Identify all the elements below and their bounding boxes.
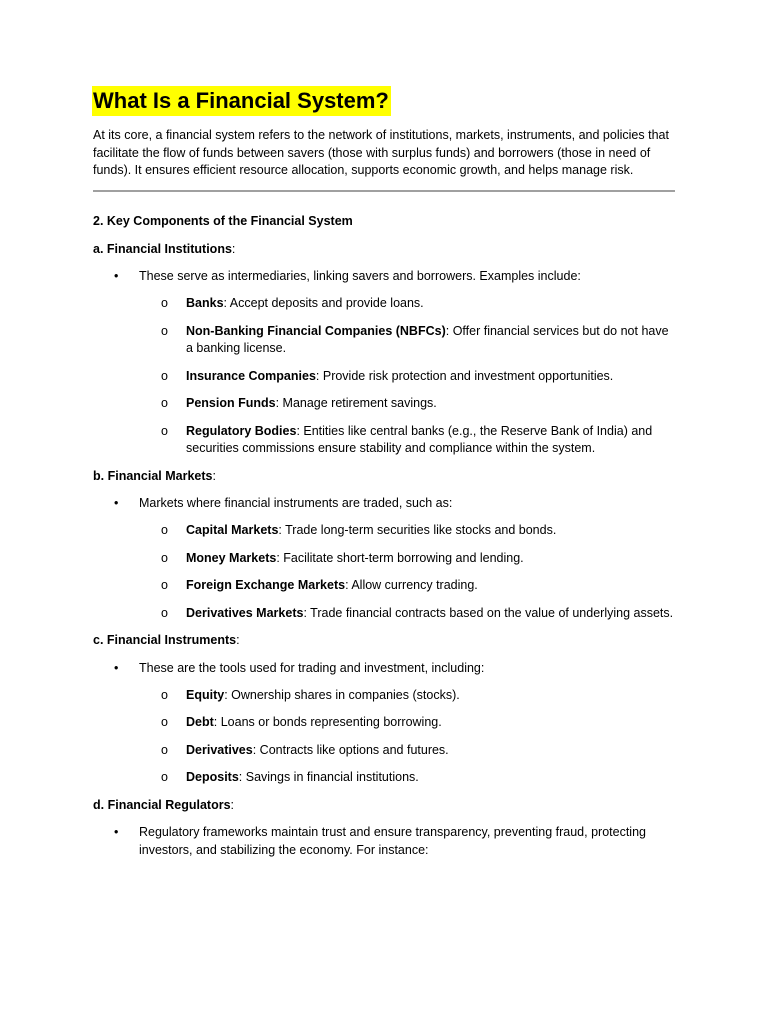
section-heading: 2. Key Components of the Financial System <box>93 214 353 229</box>
sub-list-item <box>93 423 676 458</box>
sub-list <box>93 522 676 622</box>
item-term: Regulatory Bodies <box>186 423 297 438</box>
group-heading <box>93 632 676 650</box>
bullet-marker: • <box>114 825 119 840</box>
item-description: : Provide risk protection and investment opportunities. <box>315 368 614 383</box>
sub-list <box>93 687 676 787</box>
bullet-marker: • <box>114 269 119 284</box>
group-heading-suffix: : <box>231 241 236 256</box>
item-term: Foreign Exchange Markets <box>186 578 346 593</box>
item-description: : Allow currency trading. <box>345 578 478 593</box>
horizontal-divider <box>93 190 675 192</box>
sub-list-item <box>93 577 676 595</box>
sub-marker: o <box>161 396 168 411</box>
item-term: Derivatives <box>186 742 253 757</box>
sub-list-item <box>93 687 676 705</box>
bullet-text: Regulatory frameworks maintain trust and ensure transparency, preventing fraud, protecting investors, and stabilizing the economy. For instance: <box>139 825 646 857</box>
sub-marker: o <box>161 368 168 383</box>
item-description: : Manage retirement savings. <box>275 396 437 411</box>
item-description: : Trade financial contracts based on the value of underlying assets. <box>303 605 674 620</box>
sub-marker: o <box>161 770 168 785</box>
sub-marker: o <box>161 742 168 757</box>
group-heading-suffix: : <box>212 468 216 483</box>
group-heading-label: b. Financial Markets <box>93 468 213 483</box>
sub-marker: o <box>161 423 168 438</box>
item-description: : Offer financial services but do not have a banking license. <box>186 323 669 356</box>
bullet-text: These serve as intermediaries, linking savers and borrowers. Examples include: <box>139 269 581 284</box>
sub-marker: o <box>161 605 168 620</box>
item-term: Insurance Companies <box>186 368 316 383</box>
intro-paragraph: At its core, a financial system refers to the network of institutions, markets, instruments, and policies that facilitate the flow of funds between savers (those with surplus funds) and borrowers (those in need of funds). It ensures efficient resource allocation, supports economic growth, and helps manage risk. <box>93 128 669 178</box>
bullet-marker: • <box>114 496 119 511</box>
sub-list-item <box>93 550 676 568</box>
component-group-regulators <box>93 797 676 860</box>
component-group-instruments <box>93 632 676 787</box>
bullet-item <box>93 268 676 286</box>
item-description: : Ownership shares in companies (stocks). <box>224 687 460 702</box>
sub-marker: o <box>161 578 168 593</box>
sub-marker: o <box>161 550 168 565</box>
item-description: : Entities like central banks (e.g., the Reserve Bank of India) and securities commissions ensure stability and compliance within the system. <box>186 423 653 456</box>
sub-list-item <box>93 714 676 732</box>
item-description: : Savings in financial institutions. <box>238 770 419 785</box>
bullet-marker: • <box>114 660 119 675</box>
item-term: Capital Markets <box>186 523 279 538</box>
component-group-markets <box>93 468 676 623</box>
sub-marker: o <box>161 687 168 702</box>
item-term: Derivatives Markets <box>186 605 304 620</box>
sub-marker: o <box>161 523 168 538</box>
item-term: Banks <box>186 296 224 310</box>
sub-list-item <box>93 295 676 313</box>
bullet-text: These are the tools used for trading and investment, including: <box>139 660 485 675</box>
item-description: : Trade long-term securities like stocks and bonds. <box>278 523 557 538</box>
item-term: Money Markets <box>186 550 277 565</box>
page-title: What Is a Financial System? <box>92 86 391 116</box>
group-heading <box>93 797 676 815</box>
sub-list <box>93 295 676 458</box>
item-term: Debt <box>186 715 214 730</box>
item-term: Non-Banking Financial Companies (NBFCs) <box>186 323 446 338</box>
component-group-institutions <box>93 241 676 459</box>
group-heading-label: d. Financial Regulators <box>93 797 231 812</box>
group-heading-label: a. Financial Institutions <box>93 241 232 256</box>
group-heading <box>93 468 676 486</box>
item-description: : Accept deposits and provide loans. <box>223 296 424 310</box>
sub-list-item <box>93 368 676 386</box>
bullet-item <box>93 660 676 678</box>
sub-marker: o <box>161 715 168 730</box>
item-term: Equity <box>186 687 225 702</box>
sub-list-item <box>93 605 676 623</box>
group-heading <box>93 241 676 259</box>
sub-list-item <box>93 769 676 787</box>
sub-list-item <box>93 395 676 413</box>
item-term: Pension Funds <box>186 396 276 411</box>
group-heading-suffix: : <box>230 797 235 812</box>
group-heading-label: c. Financial Instruments <box>93 633 237 648</box>
item-description: : Loans or bonds representing borrowing. <box>213 715 442 730</box>
sub-list-item <box>93 522 676 540</box>
item-description: : Contracts like options and futures. <box>252 742 449 757</box>
item-term: Deposits <box>186 770 239 785</box>
bullet-item <box>93 824 676 859</box>
item-description: : Facilitate short-term borrowing and lending. <box>276 550 524 565</box>
document-page <box>93 86 676 869</box>
sub-list-item <box>93 742 676 760</box>
group-heading-suffix: : <box>236 633 240 648</box>
sub-marker: o <box>161 323 168 338</box>
sub-marker: o <box>161 296 168 310</box>
bullet-text: Markets where financial instruments are traded, such as: <box>139 496 453 511</box>
sub-list-item <box>93 323 676 358</box>
bullet-item <box>93 495 676 513</box>
